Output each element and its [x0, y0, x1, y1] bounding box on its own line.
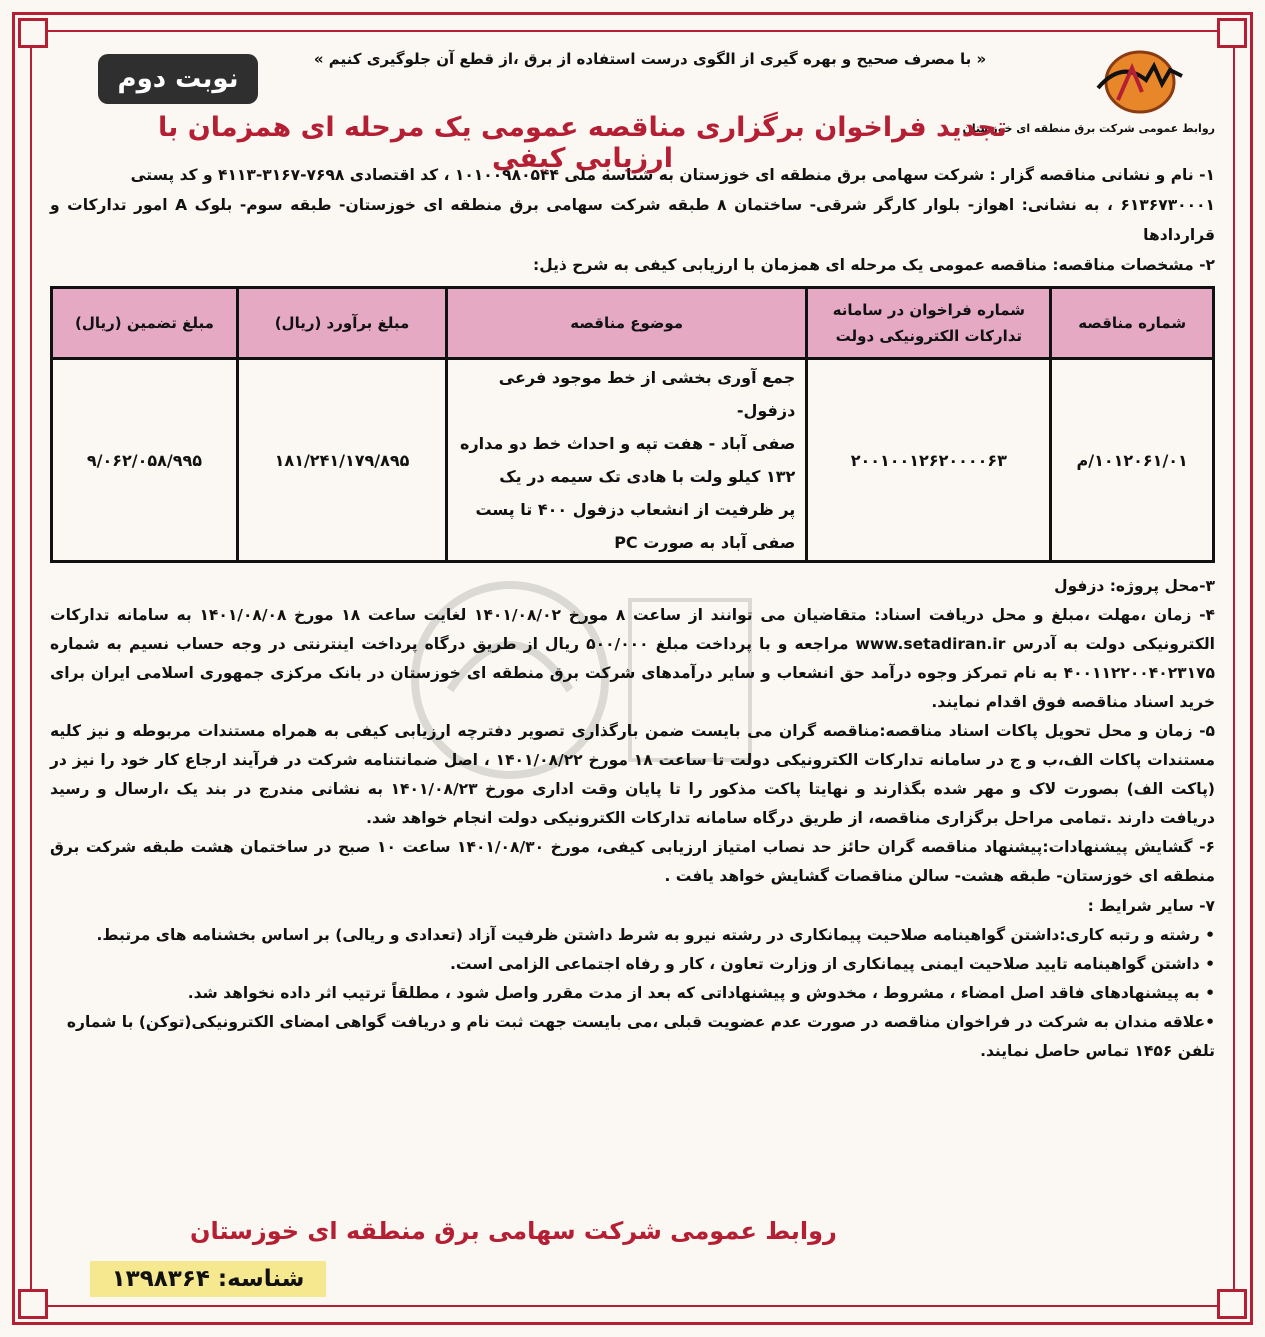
condition-item: •علاقه مندان به شرکت در فراخوان مناقصه در صورت عدم عضویت قبلی ،می بایست جهت ثبت نام و دریافت گواهی امضای الکترونیکی(توکن) با شماره تلفن ۱۴۵۶ تماس حاصل نمایند.: [66, 1013, 1215, 1060]
tender-subject-cell: [447, 359, 807, 562]
document-receipt-section: ۴- زمان ،مهلت ،مبلغ و محل دریافت اسناد: متقاضیان می توانند از ساعت ۸ مورخ ۱۴۰۱/۰۸/۰۲ لغایت ساعت ۱۸ مورخ ۱۴۰۱/۰۸/۰۸ به سامانه تدارکات الکترونیکی دولت به آدرس www.setadiran.ir مراجعه و با پرداخت مبلغ ۵۰۰/۰۰۰ ریال از طریق درگاه پرداخت اینترنتی در وجه حساب نسیم به شماره ۴۰۰۱۱۲۲۰۰۴۰۲۳۱۷۵ به نام تمرکز وجوه درآمد حق انشعاب و سایر درآمدهای شرکت برق منطقه ای خوزستان در بانک مرکزی جمهوری اسلامی ایران برای خرید اسناد مناقصه فوق اقدام نمایند.: [50, 606, 1215, 711]
logo-caption: روابط عمومی شرکت برق منطقه ای خوزستان: [962, 122, 1215, 135]
condition-item: • رشته و رتبه کاری:داشتن گواهینامه صلاحیت پیمانکاری در رشته نیرو به شرط داشتن ظرفیت آزاد (تعدادی و ریالی) بر اساس بخشنامه های مرتبط.: [96, 926, 1215, 944]
electric-company-icon: [1092, 40, 1188, 120]
table-header-cell: موضوع مناقصه: [447, 288, 807, 359]
notice-id: شناسه: ۱۳۹۸۳۶۴: [90, 1261, 326, 1297]
tender-table: [50, 286, 1215, 563]
submission-section: ۵- زمان و محل تحویل پاکات اسناد مناقصه:مناقصه گران می بایست ضمن بارگذاری تصویر دفترچه ارزیابی کیفی به همراه مستندات مربوطه و نیز کلیه مستندات پاکات الف،ب و ج در سامانه تدارکات الکترونیکی دولت تا ساعت ۱۸ مورخ ۱۴۰۱/۰۸/۲۲ ، اصل ضمانتنامه شرکت در فرآیند ارجاع کار خود را نیز در (پاکت الف) بصورت لاک و مهر شده بگذارند و نهایتا پاکت مذکور را تا پایان وقت اداری مورخ ۱۴۰۱/۰۸/۲۳ به نشانی مندرج در بند یک ،ارسال و رسید دریافت دارند .تمامی مراحل برگزاری مناقصه، از طریق درگاه سامانه تدارکات الکترونیکی دولت انجام خواهد شد.: [50, 722, 1216, 827]
tenderer-address-line: ۶۱۳۶۷۳۰۰۰۱ ، به نشانی: اهواز- بلوار کارگر شرقی- ساختمان ۸ طبقه شرکت سهامی برق منطقه ای خوزستان- طبقه سوم- بلوک A امور تدارکات و قراردادها: [50, 196, 1215, 244]
tender-spec-line: ۲- مشخصات مناقصه: مناقصه عمومی یک مرحله ای همزمان با ارزیابی کیفی به شرح ذیل:: [533, 256, 1215, 274]
table-header-cell: مبلغ تضمین (ریال): [52, 288, 238, 359]
table-header-cell: شماره فراخوان در سامانه تدارکات الکترونیکی دولت: [807, 288, 1051, 359]
project-location: ۳-محل پروژه: دزفول: [1054, 577, 1215, 595]
subject-line: صفی آباد به صورت PC: [614, 533, 796, 552]
subject-line: صفی آباد - هفت تپه و احداث خط دو مداره: [460, 434, 796, 453]
call-number-cell: ۲۰۰۱۰۰۱۲۶۲۰۰۰۰۶۳: [807, 359, 1051, 562]
corner-ornament: [18, 18, 48, 48]
estimate-amount-cell: ۱۸۱/۲۴۱/۱۷۹/۸۹۵: [237, 359, 446, 562]
table-header-cell: شماره مناقصه: [1051, 288, 1214, 359]
table-header-row: [52, 288, 1214, 359]
tender-number-cell: ۱۰۱۲۰۶۱/۰۱/م: [1051, 359, 1214, 562]
other-conditions-title: ۷- سایر شرایط :: [1087, 897, 1215, 915]
corner-ornament: [1217, 18, 1247, 48]
opening-section: ۶- گشایش پیشنهادات:پیشنهاد مناقصه گران حائز حد نصاب امتیاز ارزیابی کیفی، مورخ ۱۴۰۱/۰۸/۳۰ ساعت ۱۰ صبح در ساختمان هشت طبقه شرکت برق منطقه ای خوزستان- طبقه هشت- سالن مناقصات گشایش خواهد یافت .: [50, 838, 1215, 885]
notice-title: تجدید فراخوان برگزاری مناقصه عمومی یک مرحله ای همزمان با ارزیابی کیفی: [158, 112, 1007, 174]
subject-line: جمع آوری بخشی از خط موجود فرعی دزفول-: [498, 368, 796, 420]
condition-item: • به پیشنهادهای فاقد اصل امضاء ، مشروط ، مخدوش و پیشنهاداتی که بعد از مدت مقرر واصل شود ، مطلقاً ترتیب اثر داده نخواهد شد.: [187, 984, 1215, 1002]
publication-round-badge: نوبت دوم: [98, 54, 258, 104]
subject-line: پر ظرفیت از انشعاب دزفول ۴۰۰ تا پست: [475, 500, 796, 519]
corner-ornament: [1217, 1289, 1247, 1319]
notice-footer: [50, 1217, 1215, 1297]
notice-header: [50, 40, 1215, 174]
tenderer-name-line: ۱- نام و نشانی مناقصه گزار : شرکت سهامی برق منطقه ای خوزستان به شناسه ملی ۱۰۱۰۰۹۸۰۵۴۴ ، کد اقتصادی ۷۶۹۸-۳۱۶۷-۴۱۱۳ و کد پستی: [130, 166, 1215, 184]
corner-ornament: [18, 1289, 48, 1319]
table-row: [52, 359, 1214, 562]
condition-item: • داشتن گواهینامه تایید صلاحیت ایمنی پیمانکاری از وزارت تعاون ، کار و رفاه اجتماعی الزامی است.: [449, 955, 1215, 973]
slogan: « با مصرف صحیح و بهره گیری از الگوی درست استفاده از برق ،از قطع آن جلوگیری کنیم »: [313, 50, 987, 68]
subject-line: ۱۳۲ کیلو ولت با هادی تک سیمه در یک: [499, 467, 796, 486]
company-logo: [962, 40, 1215, 135]
signer-name: روابط عمومی شرکت سهامی برق منطقه ای خوزستان: [190, 1217, 837, 1245]
guarantee-amount-cell: ۹/۰۶۲/۰۵۸/۹۹۵: [52, 359, 238, 562]
table-header-cell: مبلغ برآورد (ریال): [237, 288, 446, 359]
